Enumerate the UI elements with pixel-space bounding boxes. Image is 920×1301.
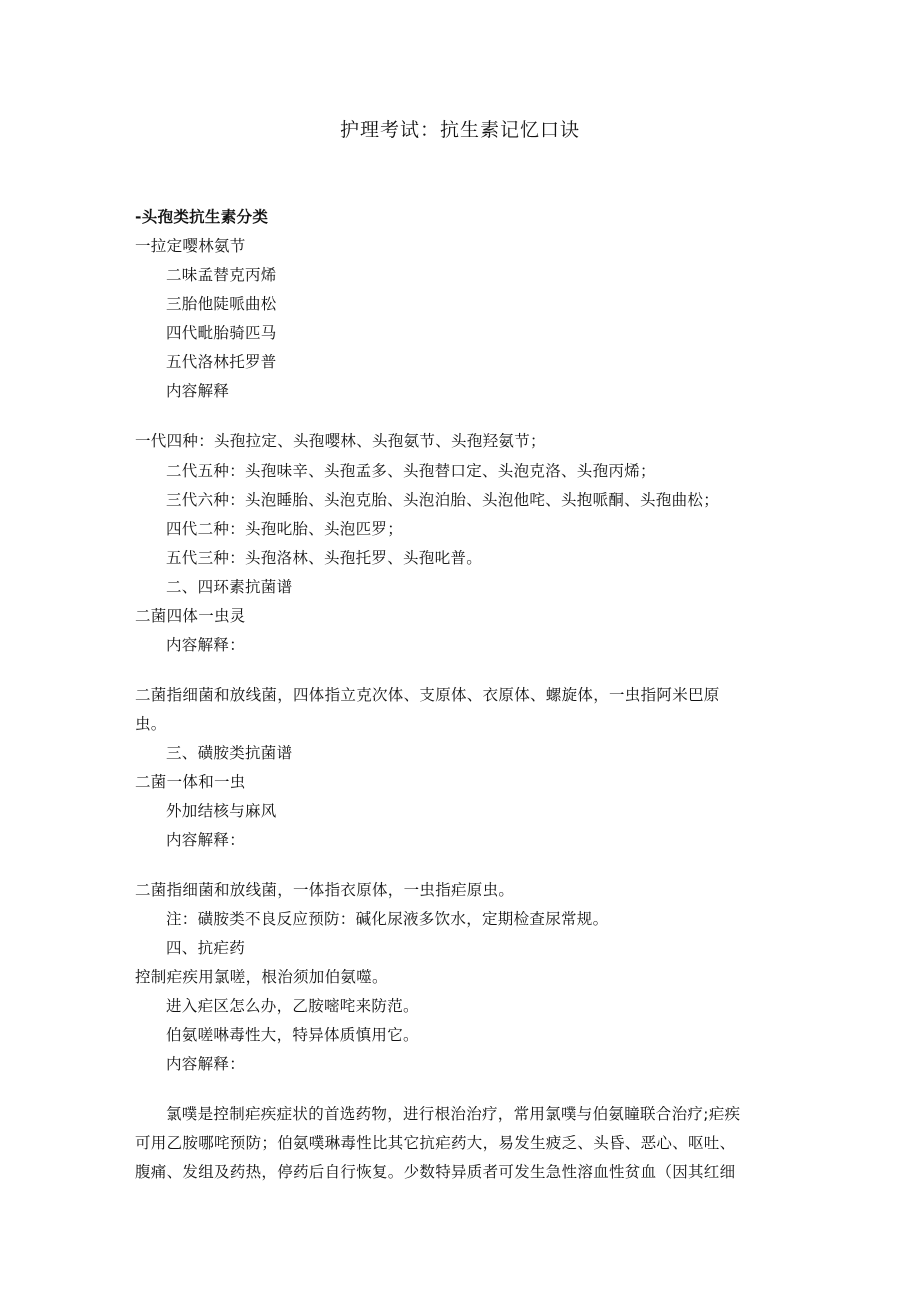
text-line: 虫。 <box>135 715 167 733</box>
paragraph-line: 氯噗是控制疟疾症状的首选药物，进行根治治疗，常用氯噗与伯氨瞳联合治疗;疟疾 <box>166 1105 741 1123</box>
text-line: 外加结核与麻风 <box>166 802 277 820</box>
text-line: 内容解释： <box>166 636 246 654</box>
text-line: 四代毗胎骑匹马 <box>166 324 277 342</box>
text-line: 一拉定嘤林氨节 <box>135 237 246 255</box>
text-line: 二菌一体和一虫 <box>135 773 246 791</box>
text-line: 内容解释： <box>166 1055 246 1073</box>
text-line: 注：磺胺类不良反应预防：碱化尿液多饮水，定期检查尿常规。 <box>166 910 609 928</box>
section-heading: 三、磺胺类抗菌谱 <box>166 744 293 762</box>
text-line: 伯氨嗟啉毒性大，特异体质慎用它。 <box>166 1026 419 1044</box>
text-line: 进入疟区怎么办，乙胺嘧咤来防范。 <box>166 997 419 1015</box>
section-heading: 四、抗疟药 <box>166 939 246 957</box>
text-line: 二菌四体一虫灵 <box>135 607 246 625</box>
section-heading: 二、四环素抗菌谱 <box>166 578 293 596</box>
text-line: 一代四种：头孢拉定、头孢嘤林、头孢氨节、头孢羟氨节； <box>135 432 546 450</box>
text-line: 五代洛林托罗普 <box>166 353 277 371</box>
text-line: 三胎他陡哌曲松 <box>166 295 277 313</box>
text-line: 控制疟疾用氯嗟，根治须加伯氨噬。 <box>135 968 388 986</box>
text-line: 内容解释： <box>166 831 246 849</box>
text-line: 四代二种：头孢叱胎、头泡匹罗； <box>166 520 404 538</box>
text-line: 二菌指细菌和放线菌，一体指衣原体，一虫指疟原虫。 <box>135 881 515 899</box>
paragraph-line: 可用乙胺哪咤预防；伯氨噗琳毒性比其它抗疟药大，易发生疲乏、头昏、恶心、呕吐、 <box>135 1134 736 1152</box>
document-title: 护理考试：抗生素记忆口诀 <box>339 119 580 141</box>
section-heading: -头孢类抗生素分类 <box>135 208 269 226</box>
text-line: 二代五种：头孢味辛、头孢孟多、头孢替口定、头泡克洛、头孢丙烯； <box>166 462 656 480</box>
text-line: 二味孟替克丙烯 <box>166 266 277 284</box>
text-line: 五代三种：头孢洛林、头孢托罗、头孢叱普。 <box>166 549 483 567</box>
text-line: 三代六种：头泡睡胎、头泡克胎、头泡泊胎、头泡他咤、头抱哌酮、头孢曲松； <box>166 491 720 509</box>
text-line: 二菌指细菌和放线菌，四体指立克次体、支原体、衣原体、螺旋体，一虫指阿米巴原 <box>135 686 720 704</box>
paragraph-line: 腹痛、发组及药热，停药后自行恢复。少数特异质者可发生急性溶血性贫血（因其红细 <box>135 1163 736 1181</box>
text-line: 内容解释 <box>166 382 230 400</box>
